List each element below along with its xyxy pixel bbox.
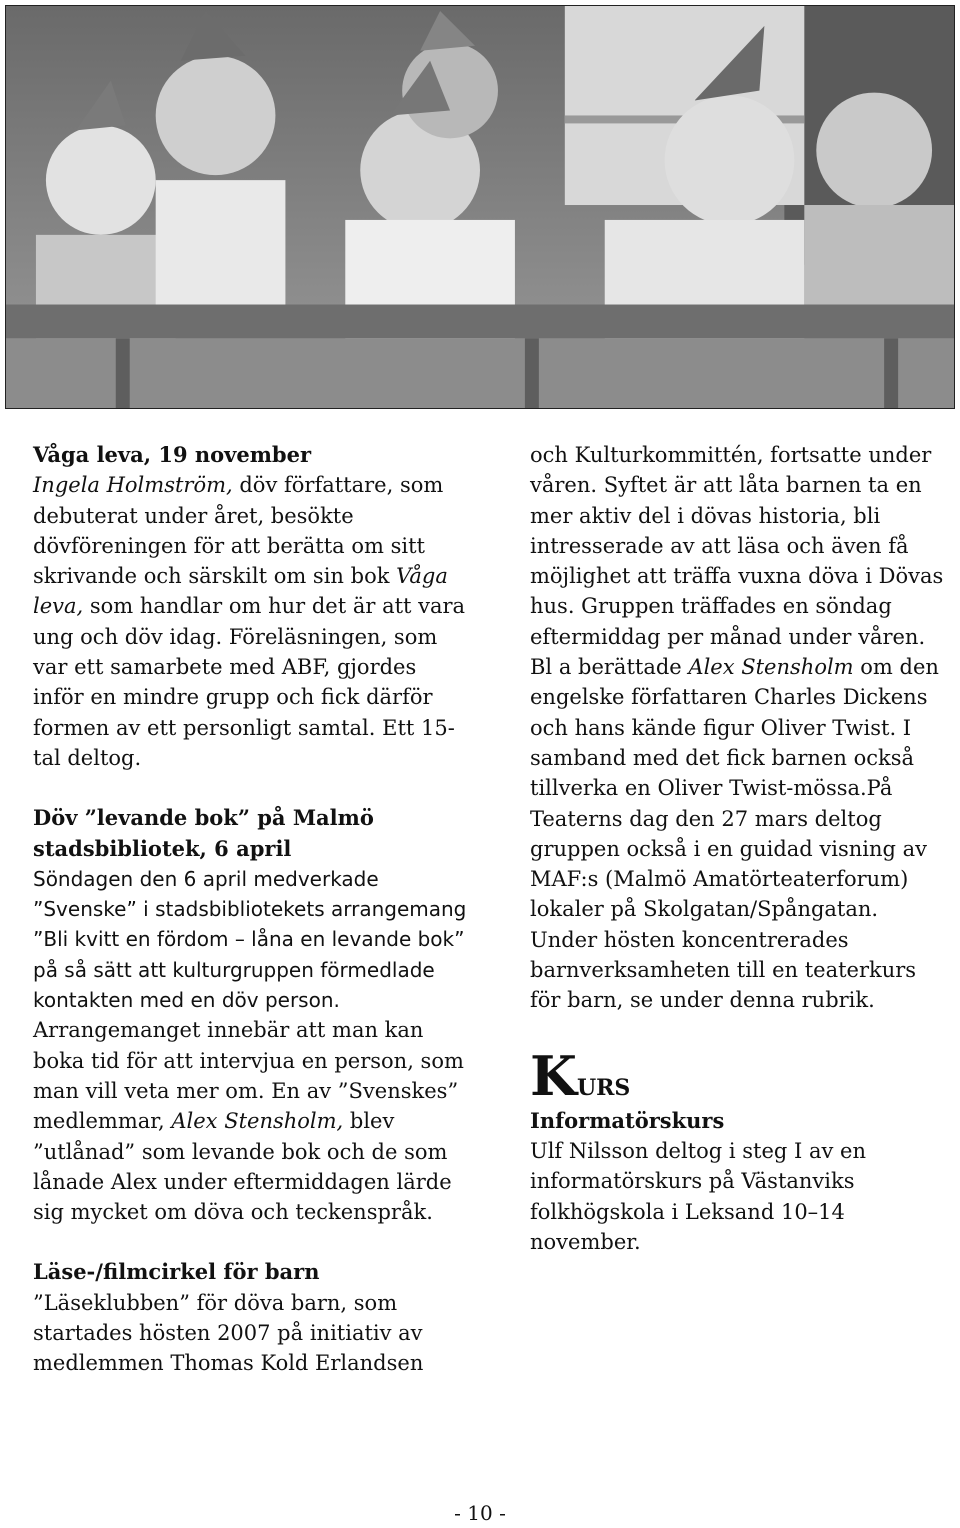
section-vaga-leva bbox=[33, 440, 473, 773]
body-vaga-leva bbox=[33, 470, 473, 773]
group-photo bbox=[5, 5, 955, 409]
member-name: Alex Stensholm bbox=[688, 655, 854, 680]
body-levande-bok bbox=[33, 864, 473, 1228]
kurs-rest: URS bbox=[576, 1074, 631, 1101]
body-text: Arrangemanget innebär att man kan boka tid för att intervjua en person, som man vill veta mer om. En av ”Svenskes” medlemmar, bbox=[33, 1018, 464, 1134]
body-text: blev ”utlånad” som levande bok och de som lånade Alex under eftermiddagen lärde sig mycket om döva och teckenspråk. bbox=[33, 1109, 452, 1225]
member-name: Alex Stensholm, bbox=[171, 1109, 344, 1134]
book-title: Våga leva, bbox=[33, 564, 448, 619]
body-lasecirkel-continued bbox=[530, 440, 950, 1016]
body-text: om den engelske författaren Charles Dickens och hans kände figur Oliver Twist. I samband med det fick barnen också tillverka en Oliver Twist-mössa.På Teaterns dag den 27 mars deltog gruppen också i en guidad visning av MAF:s (Malmö Amatörteaterforum) lokaler på Skolgatan/Spångatan. Under hösten koncentrerades barnverksamheten till en teaterkurs för barn, se under denna rubrik. bbox=[530, 655, 939, 1013]
section-lasecirkel bbox=[33, 1257, 473, 1378]
body-lasecirkel: ”Läseklubben” för döva barn, som startades hösten 2007 på initiativ av medlemmen Thomas Kold Erlandsen bbox=[33, 1290, 424, 1376]
left-column bbox=[33, 440, 473, 1379]
author-name: Ingela Holmström, bbox=[33, 473, 233, 498]
body-text: och Kulturkommittén, fortsatte under våren. Syftet är att låta barnen ta en mer aktiv del i dövas historia, bli intresserade av att läsa och även få möjlighet att träffa vuxna döva i Dövas hus. Gruppen träffades en söndag eftermiddag per månad under våren. Bl a berättade bbox=[530, 443, 944, 680]
heading-vaga-leva: Våga leva, 19 november bbox=[33, 442, 312, 467]
section-informatorskurs bbox=[530, 1106, 950, 1257]
section-levande-bok bbox=[33, 803, 473, 1227]
body-text: som handlar om hur det är att vara ung och döv idag. Föreläsningen, som var ett samarbete med ABF, gjordes inför en mindre grupp och fick därför formen av ett personligt samtal. Ett 15-tal deltog. bbox=[33, 594, 466, 770]
body-text-sans: Söndagen den 6 april medverkade ”Svenske” i stadsbibliotekets arrangemang ”Bli kvitt en fördom – låna en levande bok” på så sätt att kulturgruppen förmedlade kontakten med en döv person. bbox=[33, 866, 467, 1013]
heading-informatorskurs: Informatörskurs bbox=[530, 1107, 725, 1133]
heading-lasecirkel: Läse-/filmcirkel för barn bbox=[33, 1259, 320, 1285]
body-informatorskurs: Ulf Nilsson deltog i steg I av en informatörskurs på Västanviks folkhögskola i Leksand 10–14 november. bbox=[530, 1138, 866, 1254]
photo-graphic bbox=[6, 6, 954, 408]
kurs-initial: K bbox=[530, 1043, 577, 1108]
page-number: - 10 - bbox=[454, 1501, 506, 1525]
right-column bbox=[530, 440, 950, 1257]
body-text: döv författare, som debuterat under året, besökte dövföreningen för att berätta om sitt skrivande och särskilt om sin bok bbox=[33, 473, 444, 589]
heading-levande-bok: Döv ”levande bok” på Malmö stadsbibliotek, 6 april bbox=[33, 805, 374, 861]
kurs-heading bbox=[530, 1043, 950, 1108]
